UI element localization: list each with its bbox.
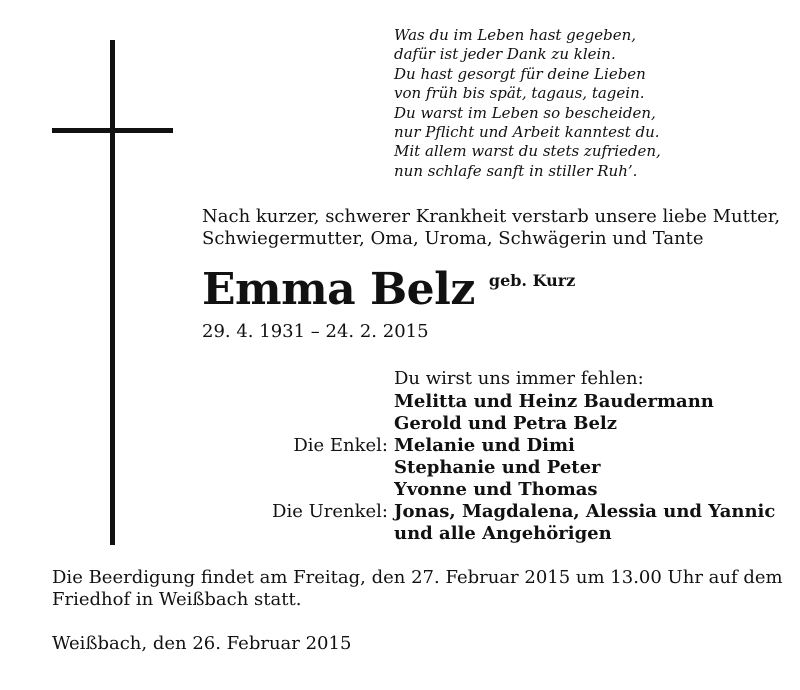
maiden-name: geb. Kurz bbox=[488, 271, 576, 290]
intro-line: Schwiegermutter, Oma, Uroma, Schwägerin und Tante bbox=[202, 228, 704, 249]
poem-line: nur Pflicht und Arbeit kanntest du. bbox=[394, 123, 660, 142]
mourner-group-label: Die Enkel: bbox=[293, 435, 388, 456]
mourner-group-label: Die Urenkel: bbox=[272, 501, 388, 522]
mourners-list bbox=[0, 391, 800, 545]
poem-line: Du hast gesorgt für deine Lieben bbox=[394, 64, 646, 83]
mourner-row bbox=[0, 501, 800, 523]
mourner-row bbox=[0, 523, 800, 545]
funeral-line: Friedhof in Weißbach statt. bbox=[52, 589, 302, 610]
mourner-name: Melanie und Dimi bbox=[394, 435, 575, 456]
mourner-name: Yvonne und Thomas bbox=[394, 479, 598, 500]
deceased-name: Emma Belz bbox=[202, 264, 475, 315]
place-and-date: Weißbach, den 26. Februar 2015 bbox=[52, 633, 352, 654]
mourner-row bbox=[0, 457, 800, 479]
intro-line: Nach kurzer, schwerer Krankheit verstarb unsere liebe Mutter, bbox=[202, 206, 781, 227]
mourner-name: Gerold und Petra Belz bbox=[394, 413, 617, 434]
mourner-row bbox=[0, 435, 800, 457]
poem bbox=[394, 26, 794, 181]
mourner-name: Jonas, Magdalena, Alessia und Yannic bbox=[394, 501, 776, 522]
poem-line: von früh bis spät, tagaus, tagein. bbox=[394, 84, 645, 103]
poem-line: Was du im Leben hast gegeben, bbox=[394, 26, 637, 44]
mourner-row bbox=[0, 391, 800, 413]
cross-horizontal-bar bbox=[52, 128, 173, 133]
announcement-intro bbox=[202, 206, 792, 250]
mourner-name: Melitta und Heinz Baudermann bbox=[394, 391, 714, 412]
poem-line: dafür ist jeder Dank zu klein. bbox=[394, 45, 616, 64]
mourner-name: Stephanie und Peter bbox=[394, 457, 601, 478]
mourner-name: und alle Angehörigen bbox=[394, 523, 612, 544]
poem-line: nun schlafe sanft in stiller Ruh’. bbox=[394, 161, 638, 180]
mourner-row bbox=[0, 479, 800, 501]
funeral-line: Die Beerdigung findet am Freitag, den 27. Februar 2015 um 13.00 Uhr auf dem bbox=[52, 567, 783, 588]
deceased-name-row bbox=[202, 262, 575, 318]
funeral-notice bbox=[52, 567, 792, 611]
mourners-heading: Du wirst uns immer fehlen: bbox=[394, 368, 644, 389]
mourner-row bbox=[0, 413, 800, 435]
life-dates: 29. 4. 1931 – 24. 2. 2015 bbox=[202, 321, 429, 342]
poem-line: Du warst im Leben so bescheiden, bbox=[394, 103, 656, 122]
poem-line: Mit allem warst du stets zufrieden, bbox=[394, 142, 661, 161]
